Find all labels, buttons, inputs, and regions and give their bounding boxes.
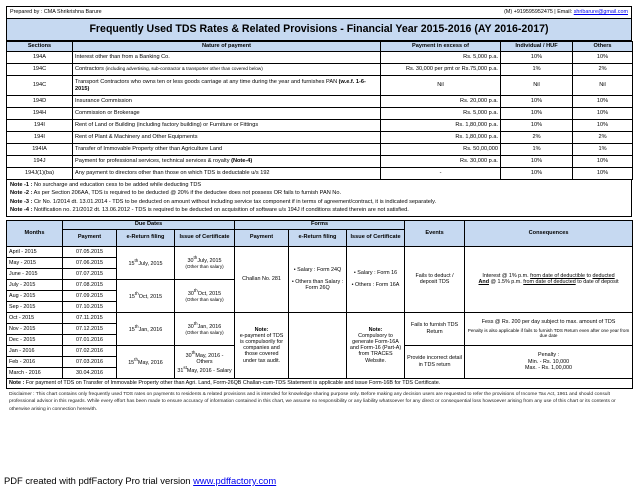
col-consequences: Consequences [465, 220, 633, 246]
table-row: Dec - 2015 07.01.2016 [7, 334, 633, 345]
col-months: Months [7, 220, 63, 246]
email-link[interactable]: shribarure@gmail.com [573, 9, 628, 15]
table-row: 194C Contractors (including advertising, sub-contractor & transporter other than covered below) Rs. 30,000 per pmt or Rs.75,000 p.a. 1% 2% [7, 64, 633, 76]
col-nature: Nature of payment [73, 42, 381, 52]
table-row: Feb - 2016 07.03.2016 [7, 356, 633, 367]
prepared-by-bar [6, 6, 632, 19]
challan-note: Note: e-payment of TDS is compulsorily for companies and those covered under tax audit. [235, 312, 289, 378]
event-fails-furnish: Fails to furnish TDS Return [405, 312, 465, 345]
tds-chart-sheet [6, 6, 632, 413]
col-due-dates: Due Dates [63, 220, 235, 229]
form-challan: Challan No. 281 [235, 246, 289, 312]
note-3: Note -3 : Cir No. 1/2014 dt. 13.01.2014 - TDS to be deducted on amount without including service tax component if in terms of agreement/contract, it is indicated separately. [10, 198, 437, 205]
table-row: June - 2015 07.07.2015 [7, 268, 633, 279]
event-incorrect-detail: Provide incorrect detail in TDS return [405, 345, 465, 378]
col-excess: Payment in excess of [381, 42, 501, 52]
col-events: Events [405, 220, 465, 246]
table-row: Oct - 2015 07.11.2015 15thJan, 2016 30thJan, 2016 (Other than salary) Note: e-payment of TDS is compulsorily for companies and those covered under tax audit. Note: Compulsory to generate Form-16A and Form-16 (Part-A) from TRACES Website. Fails to furnish TDS Return Fess @ Rs. 200 per day subject to max. amount of TDS Penalty is also applicable if fails to furnish TDS Return even after one year from due date [7, 312, 633, 323]
consequence-penalty: Penalty : Min. - Rs. 10,000 Max. - Rs. 1,00,000 [465, 345, 633, 378]
table-row: Aug - 2015 07.09.2015 [7, 290, 633, 301]
note-2: Note -2 : As per Section 206AA, TDS is required to be deducted @ 20% if the deductee does not possess OR fails to furnish PAN No. [10, 190, 342, 197]
table-row: July - 2015 07.08.2015 15thOct, 2015 30thOct, 2015 (Other than salary) [7, 279, 633, 290]
note-4: Note -4 : Notification no. 21/2012 dt. 13.06.2012 - TDS is required to be deducted on acquisition of software u/s 194J if conditions stated therein are not satisfied. [10, 207, 409, 214]
disclaimer: Disclaimer : This chart contains only frequently used TDS rates on payments to residents & related provisions and is intended for knowledge sharing purpose only. Before making any decision users are requested to refer the provisions of Income Tax Act, 1961 and should consult professional advisor in this regards. While every effort has been made to ensure accuracy of information contained in this chart, we assume no responsibility or any liability whatsoever for any direct or consequential loss howsoever arising from any use of this chart or its contents or otherwise arising in connection herewith. [9, 391, 616, 412]
table-row: 194D Insurance Commission Rs. 20,000 p.a. 10% 10% [7, 96, 633, 108]
table-row: 194I Rent of Plant & Machinery and Other Equipments Rs. 1,80,000 p.a. 2% 2% [7, 132, 633, 144]
event-fails-deduct: Fails to deduct / deposit TDS [405, 246, 465, 312]
notes-block [6, 180, 632, 217]
table-row: Sep - 2015 07.10.2015 [7, 301, 633, 312]
table-row: Jan - 2016 07.02.2016 15thMay, 2016 30thMay, 2016 - Others 31stMay, 2016 - Salary Provide incorrect detail in TDS return Penalty : Min. - Rs. 10,000 Max. - Rs. 1,00,000 [7, 345, 633, 356]
tds-rates-table [6, 41, 633, 180]
rates-header-row [7, 42, 633, 52]
certificate-note: Note: Compulsory to generate Form-16A and Form-16 (Part-A) from TRACES Website. [347, 312, 405, 378]
col-forms: Forms [235, 220, 405, 229]
table-note-row: Note : For payment of TDS on Transfer of Immovable Property other than Agri. Land, Form-26QB Challan-cum-TDS Statement is applicable and issue Form-16B for TDS Certificate. [7, 378, 633, 388]
table-row: March - 2016 30.04.2016 [7, 367, 633, 378]
table-row: 194IA Transfer of Immovable Property other than Agriculture Land Rs. 50,00,000 1% 1% [7, 144, 633, 156]
table-row: 194J(1)(ba) Any payment to directors other than those on which TDS is deductable u/s 192 - 10% 10% [7, 168, 633, 180]
contact-info: (M) +919595952475 | Email: shribarure@gmail.com [504, 9, 628, 15]
table-row: 194J Payment for professional services, technical services & royalty (Note-4) Rs. 30,000 p.a. 10% 10% [7, 156, 633, 168]
col-sections: Sections [7, 42, 73, 52]
table-row: May - 2015 07.06.2015 [7, 257, 633, 268]
table-row: 194C Transport Contractors who owns ten or less goods carriage at any time during the year and furnishes PAN (w.e.f. 1-6-2015) Nil Nil Nil [7, 76, 633, 96]
note-1: Note -1 : No surcharge and education cess to be added while deducting TDS [10, 182, 202, 188]
prepared-by: Prepared by : CMA Shrikrishna Barure [10, 9, 102, 15]
consequence-fees: Fess @ Rs. 200 per day subject to max. amount of TDS Penalty is also applicable if fails to furnish TDS Return even after one year from due date [465, 312, 633, 345]
table-row: April - 2015 07.05.2015 15thJuly, 2015 30thJuly, 2015 (Other than salary) Challan No. 281 • Salary : Form 24Q • Others than Salary : Form 26Q • Salary : Form 16 • Others : Form 16A Fails to deduct / deposit TDS Interest @ 1% p.m. from date of deductible to deducted And @ 1.5% p.m. from date of deducted to date of deposit [7, 246, 633, 257]
table-row: 194A Interest other than from a Banking Co. Rs. 5,000 p.a. 10% 10% [7, 52, 633, 64]
due-dates-table: Months Due Dates Forms Events Consequences Payment e-Return filing Issue of Certificate Payment e-Return filing Issue of Certificate April - 2015 07.05.2015 15thJuly, 2015 30thJuly, 2015 (Other than salary) Challan No. 281 • Salary : Form 24Q • Others than Salary : Form 26Q • Salary : Form 16 • Others : Form 16A Fails to deduct / deposit TDS Interest @ 1% p.m. from date of deductible to deducted And @ 1.5% p.m. from date of deducted to date of deposit May - 2015 07.06.2015 June - 2015 07.07.2015 July - 2015 07.08.2015 15thOct, 2015 30thOct, 2015 (Other than salary) Aug - 2015 07.09.2015 Sep - 2015 07.10.2015 Oct - 2015 07.11.2015 15thJan, 2016 30thJan, 2016 (Other than salary) Note: e-payment of TDS is compulsorily for companies and those covered under tax audit. Note: Compulsory to generate Form-16A and Form-16 (Part-A) from TRACES Website. Fails to furnish TDS Return Fess @ Rs. 200 per day subject to max. amount of TDS Penalty is also applicable if fails to furnish TDS Return even after one year from due date Nov - 2015 07.12.2015 Dec - 2015 07.01.2016 Jan - 2016 07.02.2016 15thMay, 2016 30thMay, 2016 - Others 31stMay, 2016 - Salary Provide incorrect detail in TDS return Penalty : Min. - Rs. 10,000 Max. - Rs. 1,00,000 Feb - 2016 07.03.2016 March - 2016 30.04.2016 Note : For payment of TDS on Transfer of Immovable Property other than Agri. Land, Form-26QB Challan-cum-TDS Statement is applicable and issue Form-16B for TDS Certificate. [6, 220, 633, 389]
pdf-footer: PDF created with pdfFactory Pro trial version www.pdffactory.com [4, 475, 277, 486]
consequence-interest: Interest @ 1% p.m. from date of deductible to deducted And @ 1.5% p.m. from date of deducted to date of deposit [465, 246, 633, 312]
table-row: Nov - 2015 07.12.2015 [7, 323, 633, 334]
col-individual: Individual / HUF [501, 42, 573, 52]
page-title: Frequently Used TDS Rates & Related Provisions - Financial Year 2015-2016 (AY 2016-2017) [6, 19, 632, 41]
table-row: 194I Rent of Land or Building (including factory building) or Furniture or Fittings Rs. 1,80,000 p.a. 10% 10% [7, 120, 633, 132]
col-others: Others [573, 42, 633, 52]
pdffactory-link[interactable]: www.pdffactory.com [193, 475, 277, 486]
table-row: 194H Commission or Brokerage Rs. 5,000 p.a. 10% 10% [7, 108, 633, 120]
